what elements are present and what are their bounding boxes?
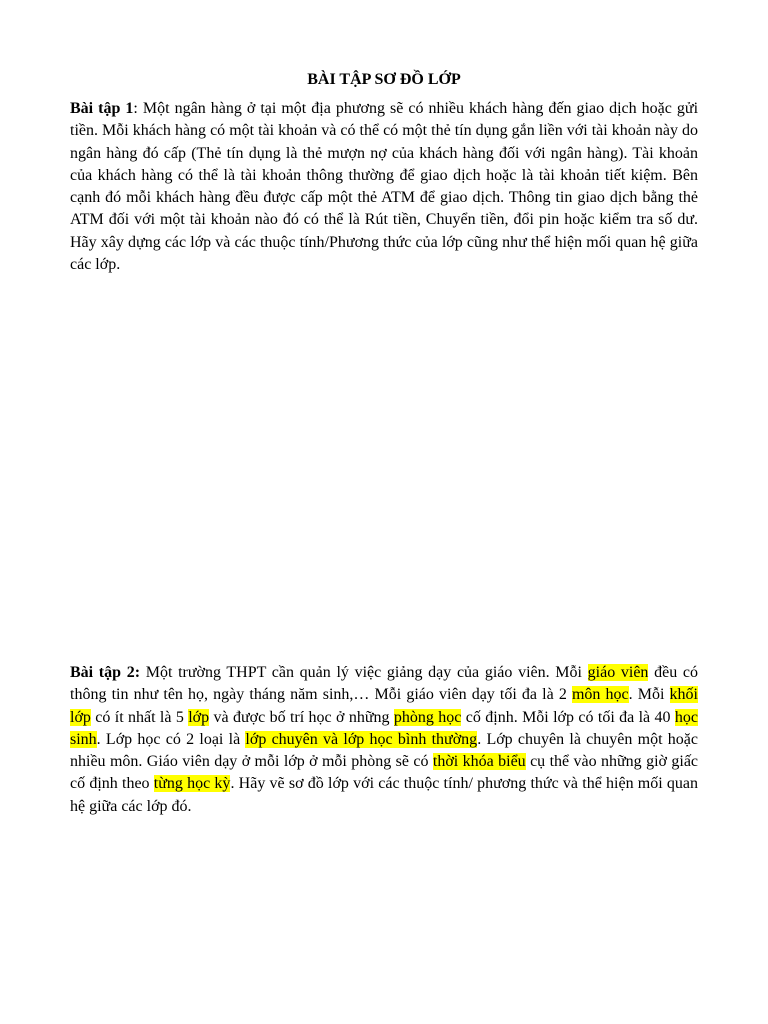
exercise-2-segment: cụ thể vào những giờ giấc cố định theo bbox=[70, 753, 699, 793]
exercise-2-segment: đều có thông tin như tên họ, ngày tháng năm sinh,… Mỗi giáo viên dạy tối đa là 2 bbox=[70, 664, 699, 704]
exercise-2-label: Bài tập 2: bbox=[70, 664, 141, 681]
highlighted-term: từng học kỳ bbox=[153, 775, 231, 793]
highlighted-term: phòng học bbox=[393, 708, 462, 726]
exercise-1-text: Một ngân hàng ở tại một địa phương sẽ có nhiều khách hàng đến giao dịch hoặc gửi tiền. Mỗi khách hàng có một tài khoản và có thể có một thẻ tín dụng gắn liền với tài khoản này do ngân hàng đó cấp (Thẻ tín dụng là thẻ mượn nợ của khách hàng đối với ngân hàng). Tài khoản của khách hàng có thể là tài khoản thông thường để giao dịch hoặc là tài khoản tiết kiệm. Bên cạnh đó mỗi khách hàng đều được cấp một thẻ ATM để giao dịch. Thông tin giao dịch bằng thẻ ATM đối với một tài khoản nào đó có thể là Rút tiền, Chuyển tiền, đổi pin hoặc kiểm tra số dư. Hãy xây dựng các lớp và các thuộc tính/Phương thức của lớp cũng như thể hiện mối quan hệ giữa các lớp. bbox=[70, 100, 699, 274]
highlighted-term: khối lớp bbox=[70, 686, 698, 726]
exercise-1-separator: : bbox=[133, 100, 143, 117]
exercise-1-paragraph bbox=[70, 98, 698, 276]
document-title: BÀI TẬP SƠ ĐỒ LỚP bbox=[307, 71, 461, 88]
highlighted-term: giáo viên bbox=[587, 664, 649, 681]
exercise-2-paragraph bbox=[70, 662, 698, 818]
exercise-2-segment: . Lớp chuyên là chuyên một hoặc nhiều môn. Giáo viên dạy ở mỗi lớp ở mỗi phòng sẽ có bbox=[70, 730, 698, 771]
highlighted-term: học sinh bbox=[70, 708, 699, 748]
exercise-2-segment: cố định. Mỗi lớp có tối đa là 40 bbox=[461, 708, 675, 726]
exercise-2-segment: . Lớp học có 2 loại là bbox=[96, 730, 246, 748]
exercise-2-segment: Một trường THPT cần quản lý việc giảng dạy của giáo viên. Mỗi bbox=[140, 664, 588, 681]
exercise-1-label: Bài tập 1 bbox=[70, 100, 134, 117]
exercise-2-segment: . Mỗi bbox=[628, 686, 670, 704]
exercise-2-segment: và được bố trí học ở những bbox=[209, 708, 394, 726]
highlighted-term: lớp chuyên và lớp học bình thường bbox=[245, 730, 478, 748]
highlighted-term: lớp bbox=[188, 708, 210, 726]
exercise-2-segment: . Hãy vẽ sơ đồ lớp với các thuộc tính/ phương thức và thể hiện mối quan hệ giữa các lớp đó. bbox=[70, 775, 699, 815]
exercise-2-segment: có ít nhất là 5 bbox=[90, 708, 189, 726]
highlighted-term: môn học bbox=[571, 686, 629, 704]
highlighted-term: thời khóa biểu bbox=[432, 753, 526, 771]
